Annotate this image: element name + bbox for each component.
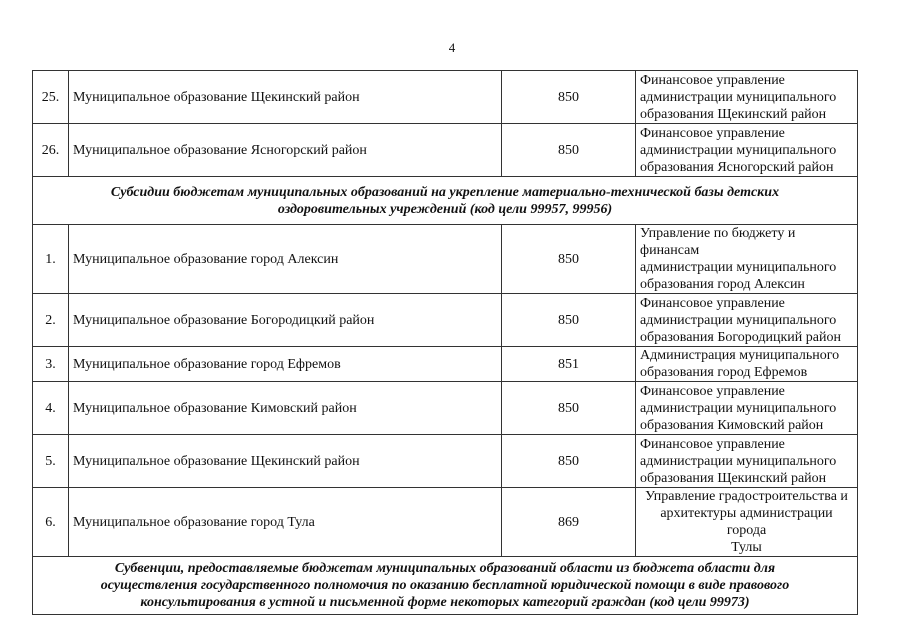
municipality-name: Муниципальное образование город Тула bbox=[69, 488, 502, 557]
department-code: 850 bbox=[502, 382, 636, 435]
org-line: образования Кимовский район bbox=[640, 417, 824, 433]
table-row bbox=[33, 124, 858, 177]
table-row bbox=[33, 382, 858, 435]
distribution-table bbox=[32, 70, 858, 615]
table-row bbox=[33, 347, 858, 382]
org-line: Финансовое управление bbox=[640, 383, 785, 399]
department-code: 850 bbox=[502, 435, 636, 488]
row-number: 25. bbox=[33, 71, 69, 124]
org-line: образования Ясногорский район bbox=[640, 159, 834, 175]
row-number: 3. bbox=[33, 347, 69, 382]
administrator-org bbox=[636, 382, 858, 435]
row-number: 26. bbox=[33, 124, 69, 177]
org-line: администрации муниципального bbox=[640, 142, 837, 158]
org-line: архитектуры администрации города bbox=[660, 506, 833, 538]
row-number: 6. bbox=[33, 488, 69, 557]
administrator-org bbox=[636, 294, 858, 347]
org-line: Финансовое управление bbox=[640, 295, 785, 311]
administrator-org bbox=[636, 71, 858, 124]
administrator-org bbox=[636, 124, 858, 177]
org-line: образования Богородицкий район bbox=[640, 329, 841, 345]
org-line: администрации муниципального bbox=[640, 453, 837, 469]
section-header-row bbox=[33, 557, 858, 615]
municipality-name: Муниципальное образование Ясногорский район bbox=[69, 124, 502, 177]
org-line: Администрация муниципального bbox=[640, 348, 840, 363]
municipality-name: Муниципальное образование город Алексин bbox=[69, 225, 502, 294]
org-line: Финансовое управление bbox=[640, 72, 785, 88]
org-line: образования город Ефремов bbox=[640, 365, 808, 380]
department-code: 850 bbox=[502, 71, 636, 124]
section-heading-subsidies bbox=[33, 177, 858, 225]
org-line: образования Щекинский район bbox=[640, 470, 827, 486]
municipality-name: Муниципальное образование Щекинский район bbox=[69, 435, 502, 488]
municipality-name: Муниципальное образование Щекинский район bbox=[69, 71, 502, 124]
table-row bbox=[33, 488, 858, 557]
section-line: оздоровительных учреждений (код цели 99957, 99956) bbox=[277, 201, 613, 217]
row-number: 5. bbox=[33, 435, 69, 488]
org-line: администрации муниципального bbox=[640, 400, 837, 416]
table-row bbox=[33, 435, 858, 488]
row-number: 2. bbox=[33, 294, 69, 347]
row-number: 4. bbox=[33, 382, 69, 435]
org-line: Финансовое управление bbox=[640, 436, 785, 452]
administrator-org bbox=[636, 435, 858, 488]
municipality-name: Муниципальное образование Богородицкий район bbox=[69, 294, 502, 347]
administrator-org bbox=[636, 225, 858, 294]
department-code: 850 bbox=[502, 294, 636, 347]
department-code: 850 bbox=[502, 225, 636, 294]
municipality-name: Муниципальное образование Кимовский район bbox=[69, 382, 502, 435]
org-line: Финансовое управление bbox=[640, 125, 785, 141]
org-line: образования Щекинский район bbox=[640, 106, 827, 122]
administrator-org bbox=[636, 347, 858, 382]
section-header-row bbox=[33, 177, 858, 225]
administrator-org bbox=[636, 488, 858, 557]
org-line: администрации муниципального bbox=[640, 89, 837, 105]
org-line: Тулы bbox=[731, 540, 762, 555]
department-code: 851 bbox=[502, 347, 636, 382]
org-line: образования город Алексин bbox=[640, 277, 805, 292]
section-heading-subventions bbox=[33, 557, 858, 615]
section-line: осуществления государственного полномочия по оказанию бесплатной юридической помощи в виде правового bbox=[100, 578, 790, 593]
org-line: администрации муниципального bbox=[640, 260, 837, 275]
table-row bbox=[33, 225, 858, 294]
org-line: Управление по бюджету и финансам bbox=[640, 226, 796, 258]
table-row bbox=[33, 294, 858, 347]
row-number: 1. bbox=[33, 225, 69, 294]
table-row bbox=[33, 71, 858, 124]
municipality-name: Муниципальное образование город Ефремов bbox=[69, 347, 502, 382]
org-line: Управление градостроительства и bbox=[645, 489, 848, 504]
section-line: Субвенции, предоставляемые бюджетам муниципальных образований области из бюджета области для bbox=[114, 561, 776, 576]
section-line: консультирования в устной и письменной форме некоторых категорий граждан (код цели 99973) bbox=[140, 595, 750, 610]
org-line: администрации муниципального bbox=[640, 312, 837, 328]
section-line: Субсидии бюджетам муниципальных образований на укрепление материально-технической базы детских bbox=[110, 184, 780, 200]
page-number: 4 bbox=[448, 40, 456, 55]
department-code: 869 bbox=[502, 488, 636, 557]
department-code: 850 bbox=[502, 124, 636, 177]
